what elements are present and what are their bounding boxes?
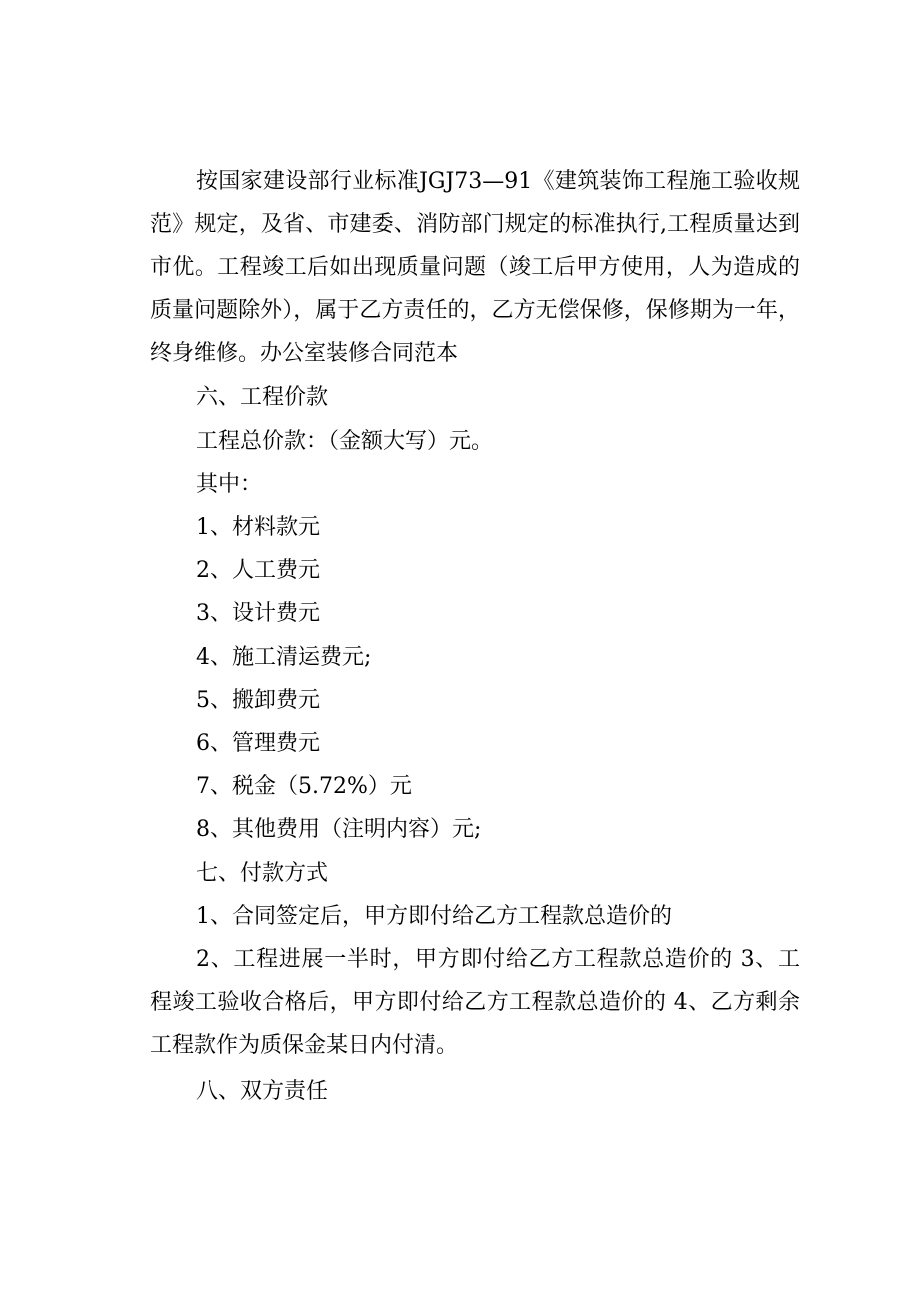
cost-item-other: 8、其他费用（注明内容）元; [196,817,482,842]
payment-clause-1: 1、合同签定后，甲方即付给乙方工程款总造价的 [196,904,672,929]
cost-item-cleanup: 4、施工清运费元; [196,645,372,670]
total-price-line: 工程总价款：（金额大写）元。 [196,429,494,454]
cost-item-labor: 2、人工费元 [196,558,320,583]
among-line: 其中： [196,472,263,497]
section-7-heading: 七、付款方式 [196,861,329,886]
cost-item-moving: 5、搬卸费元 [196,688,320,713]
cost-item-design: 3、设计费元 [196,601,320,626]
cost-item-tax: 7、税金（5.72%）元 [196,774,412,799]
cost-item-management: 6、管理费元 [196,731,320,756]
quality-paragraph: 按国家建设部行业标准JGJ73—91《建筑装饰工程施工验收规范》规定，及省、市建委、消防部门规定的标准执行,工程质量达到市优。工程竣工后如出现质量问题（竣工后甲方使用，人为造成的质量问题除外），属于乙方责任的，乙方无偿保修，保修期为一年，终身维修。办公室装修合同范本 [150,169,800,366]
payment-clause-2-4: 2、工程进展一半时，甲方即付给乙方工程款总造价的 3、工程竣工验收合格后，甲方即付给乙方工程款总造价的 4、乙方剩余工程款作为质保金某日内付清。 [150,947,800,1058]
cost-item-material: 1、材料款元 [196,515,320,540]
section-8-heading: 八、双方责任 [196,1079,329,1104]
section-6-heading: 六、工程价款 [196,385,329,410]
